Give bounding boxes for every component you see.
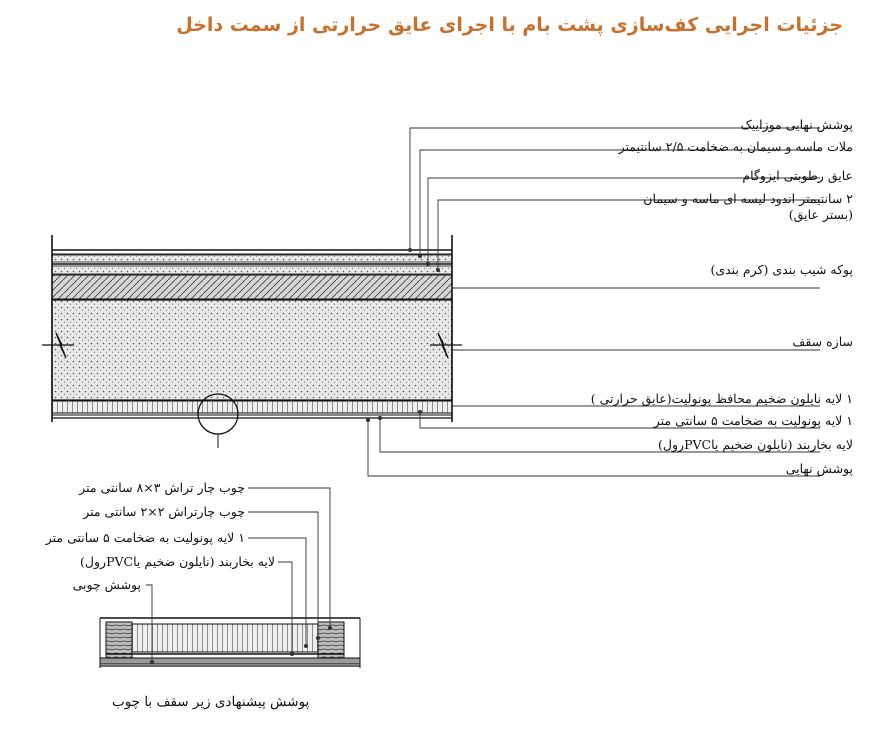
roof-section <box>42 235 462 448</box>
detail-caption: پوشش پیشنهادی زیر سقف با چوب <box>112 694 310 710</box>
label-wood-3x8: چوب چار تراش ۳×۸ سانتی متر <box>79 480 245 495</box>
label-sand-cement-mortar: ملات ماسه و سیمان به ضخامت ۲/۵ سانتیمتر <box>618 139 853 154</box>
label-wood-cladding: پوشش چوبی <box>72 577 141 592</box>
label-thick-nylon: ۱ لایه نایلون ضخیم محافظ پونولیت(عایق حرارتی ) <box>590 391 853 406</box>
label-final-finish: پوشش نهایی <box>785 461 853 476</box>
label-plaster-layer: ۲ سانتیمتر اندود لیسه ای ماسه و سیمان <box>643 191 853 206</box>
label-roof-structure: سازه سقف <box>792 334 853 349</box>
label-slope-fill: پوکه شیب بندی (کرم بندی) <box>710 262 853 277</box>
label-isogam-waterproofing: عایق رطوبتی ایزوگام <box>742 168 853 183</box>
label-polyurethane-5cm: ۱ لایه پونولیت به ضخامت ۵ سانتی متر <box>45 530 245 545</box>
label-wood-2x2: چوب چارتراش ۲×۲ سانتی متر <box>83 504 245 519</box>
ceiling-detail <box>100 618 360 668</box>
label-vapor-barrier-detail: لایه بخاربند (نایلون ضخیم یاPVCرول) <box>80 554 275 569</box>
label-vapor-barrier: لایه بخاربند (نایلون ضخیم یاPVCرول) <box>658 437 853 452</box>
label-plaster-layer-note: (بستر عایق) <box>788 207 853 222</box>
page-title: جزئیات اجرایی کف‌سازی پشت بام با اجرای عایق حرارتی از سمت داخل <box>176 14 843 36</box>
label-polyurethane-layer: ۱ لایه پونولیت به ضخامت ۵ سانتی متر <box>653 413 853 428</box>
label-mosaic-finish: پوشش نهایی موزاییک <box>740 117 853 132</box>
